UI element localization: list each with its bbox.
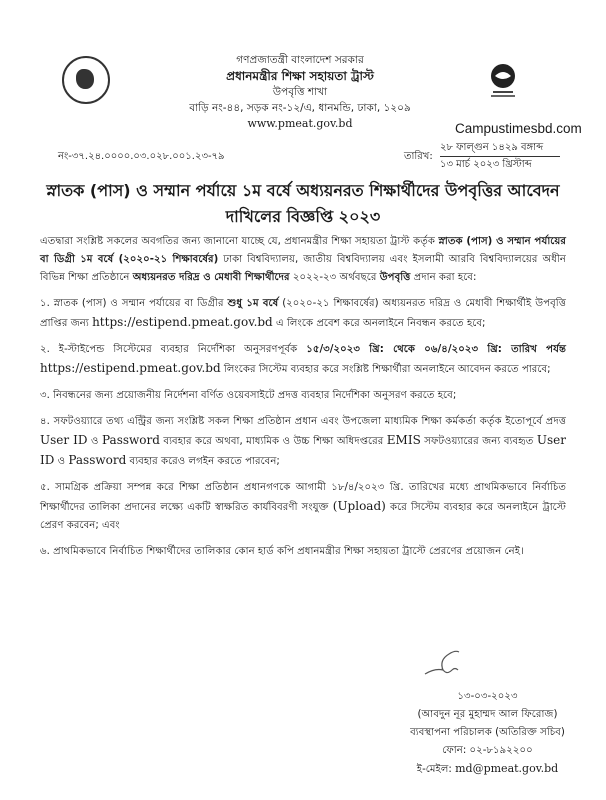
numbered-item	[40, 413, 566, 471]
reference-number: নং-৩৭.২৪.০০০০.০৩.০২৮.০০১.২৩-৭৯	[58, 151, 225, 162]
intro-paragraph	[40, 233, 566, 287]
title-line-1: স্নাতক (পাস) ও সম্মান পর্যায়ে ১ম বর্ষে অধ্যয়নরত শিক্ষার্থীদের উপবৃত্তির আবেদন	[46, 181, 560, 200]
text-segment: ৪. সফটওয়্যারে তথ্য এন্ট্রির জন্য সংশ্লিষ্ট সকল শিক্ষা প্রতিষ্ঠান প্রধান এবং উপজেলা মাধ্যমিক শিক্ষা কর্মকর্তা কর্তৃক ইতোপূর্বে প্রদত্ত	[40, 416, 566, 427]
text-segment: ঢাকা বিশ্ববিদ্যালয়, জাতীয় বিশ্ববিদ্যালয় এবং ইসলামী আরবি বিশ্ববিদ্যালয়ের অধীন বিভিন্ন শিক্ষা প্রতিষ্ঠানে	[40, 254, 566, 283]
text-segment: ১. স্নাতক (পাস) ও সম্মান পর্যায়ের বা ডিগ্রীর	[40, 298, 228, 309]
text-segment: ব্যবহার করেও লগইন করতে পারবেন;	[126, 456, 280, 467]
numbered-item	[40, 341, 566, 379]
text-segment: ৫. সামগ্রিক প্রক্রিয়া সম্পন্ন করে শিক্ষা প্রতিষ্ঠান প্রধানগণকে আগামী ১৮/৪/২০২৩ খ্রি. তারিখের মধ্যে প্রাথমিকভাবে নির্বাচিত শিক্ষার্থীদের তালিকা প্রদানের লক্ষ্যে একটি স্বাক্ষরিত কার্যবিবরণী সংযুক্ত	[40, 482, 566, 513]
text-segment: (২০২০-২১ শিক্ষাবর্ষের) অধ্যয়নরত দরিদ্র ও মেধাবী শিক্ষার্থীই উপবৃত্তি প্রাপ্তির জন্য	[40, 298, 566, 329]
numbered-item	[40, 479, 566, 535]
phone-label: ফোন:	[442, 745, 470, 756]
phone-line	[395, 742, 580, 760]
text-segment: শুধু ১ম বর্ষে	[227, 298, 279, 309]
email-address: md@pmeat.gov.bd	[455, 762, 559, 775]
text-segment: ২. ই-স্টাইপেন্ড সিস্টেমের ব্যবহার নির্দেশিকা অনুসরণপূর্বক	[40, 344, 307, 355]
date-bangla: ২৮ ফাল্গুন ১৪২৯ বঙ্গাব্দ	[440, 140, 560, 157]
text-segment: ৩. নিবন্ধনের জন্য প্রয়োজনীয় নির্দেশনা বর্ণিত ওয়েবসাইটে প্রদত্ত ব্যবহার নির্দেশিকা অনুসরণ করতে হবে;	[40, 390, 457, 401]
signatory-designation: ব্যবস্থাপনা পরিচালক (অতিরিক্ত সচিব)	[410, 727, 565, 738]
government-seal-icon	[62, 56, 110, 104]
text-segment: ৬. প্রাথমিকভাবে নির্বাচিত শিক্ষার্থীদের তালিকার কোন হার্ড কপি প্রধানমন্ত্রীর শিক্ষা সহায়তা ট্রাস্টে প্রেরণের প্রয়োজন নেই।	[40, 546, 524, 557]
text-segment: Password	[102, 433, 160, 447]
text-segment: স্নাতক (পাস) ও সম্মান পর্যায়ের বা ডিগ্রী ১ম বর্ষে (২০২০-২১ শিক্ষাবর্ষের)	[40, 236, 566, 265]
text-segment: লিংকের সিস্টেম ব্যবহার করে সংশ্লিষ্ট শিক্ষার্থীরা অনলাইনে আবেদন করতে পারবে;	[220, 364, 551, 375]
numbered-item	[40, 295, 566, 333]
text-segment: ব্যবহার করে অথবা, মাধ্যমিক ও উচ্চ শিক্ষা অধিদপ্তরের	[159, 436, 387, 447]
text-segment: (Upload)	[332, 499, 386, 513]
government-name: গণপ্রজাতন্ত্রী বাংলাদেশ সরকার	[236, 54, 364, 66]
date-gregorian: ১৩ মার্চ ২০২৩ খ্রিস্টাব্দ	[440, 159, 532, 170]
address: বাড়ি নং-৪৪, সড়ক নং-১২/এ, ধানমন্ডি, ঢাকা, ১২০৯	[189, 102, 411, 114]
signature-date: ১৩-০৩-২০২৩	[457, 691, 518, 702]
text-segment: ২০২২-২৩ অর্থবছরে	[289, 272, 380, 283]
text-segment: ১৫/৩/২০২৩ খ্রি: থেকে ০৬/৪/২০২৩ খ্রি: তারিখ পর্যন্ত	[306, 344, 566, 355]
text-segment: প্রদান করা হবে:	[410, 272, 477, 283]
estipend-link[interactable]: https://estipend.pmeat.gov.bd	[40, 361, 221, 375]
signature-block	[395, 688, 580, 779]
date-label: তারিখ:	[404, 151, 433, 162]
numbered-item	[40, 387, 566, 405]
date-block	[440, 140, 560, 172]
text-segment: উপবৃত্তি	[379, 272, 411, 283]
text-segment: অধ্যয়নরত দরিদ্র ও মেধাবী শিক্ষার্থীদের	[132, 272, 290, 283]
text-segment: EMIS	[386, 433, 421, 447]
text-segment: ও	[54, 456, 69, 467]
text-segment: ও	[87, 436, 102, 447]
text-segment: এ লিংকে প্রবেশ করে অনলাইনে নিবন্ধন করতে হবে;	[272, 318, 486, 329]
phone-number: ০২-৮১৯২২০০	[469, 745, 533, 756]
trust-logo-icon	[487, 62, 519, 98]
notice-title	[30, 178, 576, 230]
title-line-2: দাখিলের বিজ্ঞপ্তি ২০২৩	[225, 207, 381, 226]
email-label: ই-মেইল:	[416, 764, 456, 775]
notice-body	[40, 233, 566, 569]
text-segment: করে সিস্টেম ব্যবহার করে অনলাইনে ট্রাস্টে প্রেরণ করবেন; এবং	[40, 502, 566, 531]
estipend-link[interactable]: https://estipend.pmeat.gov.bd	[92, 315, 273, 329]
text-segment: সফটওয়্যারের জন্য ব্যবহৃত	[420, 436, 537, 447]
branch-name: উপবৃত্তি শাখা	[272, 86, 328, 98]
letterhead	[150, 52, 450, 132]
text-segment: এতদ্বারা সংশ্লিষ্ট সকলের অবগতির জন্য জানানো যাচ্ছে যে, প্রধানমন্ত্রীর শিক্ষা সহায়তা ট্রাস্ট কর্তৃক	[40, 236, 439, 247]
watermark-site: Campustimesbd.com	[455, 121, 582, 136]
organization-name: প্রধানমন্ত্রীর শিক্ষা সহায়তা ট্রাস্ট	[226, 69, 374, 83]
signatory-name: (আবদুন নূর মুহাম্মদ আল ফিরোজ)	[417, 709, 558, 720]
website: www.pmeat.gov.bd	[247, 117, 353, 130]
text-segment: User ID	[40, 433, 566, 467]
text-segment: User ID	[40, 433, 88, 447]
signature-icon	[380, 646, 550, 686]
text-segment: Password	[68, 453, 127, 467]
numbered-item	[40, 543, 566, 561]
email-line	[395, 760, 580, 779]
